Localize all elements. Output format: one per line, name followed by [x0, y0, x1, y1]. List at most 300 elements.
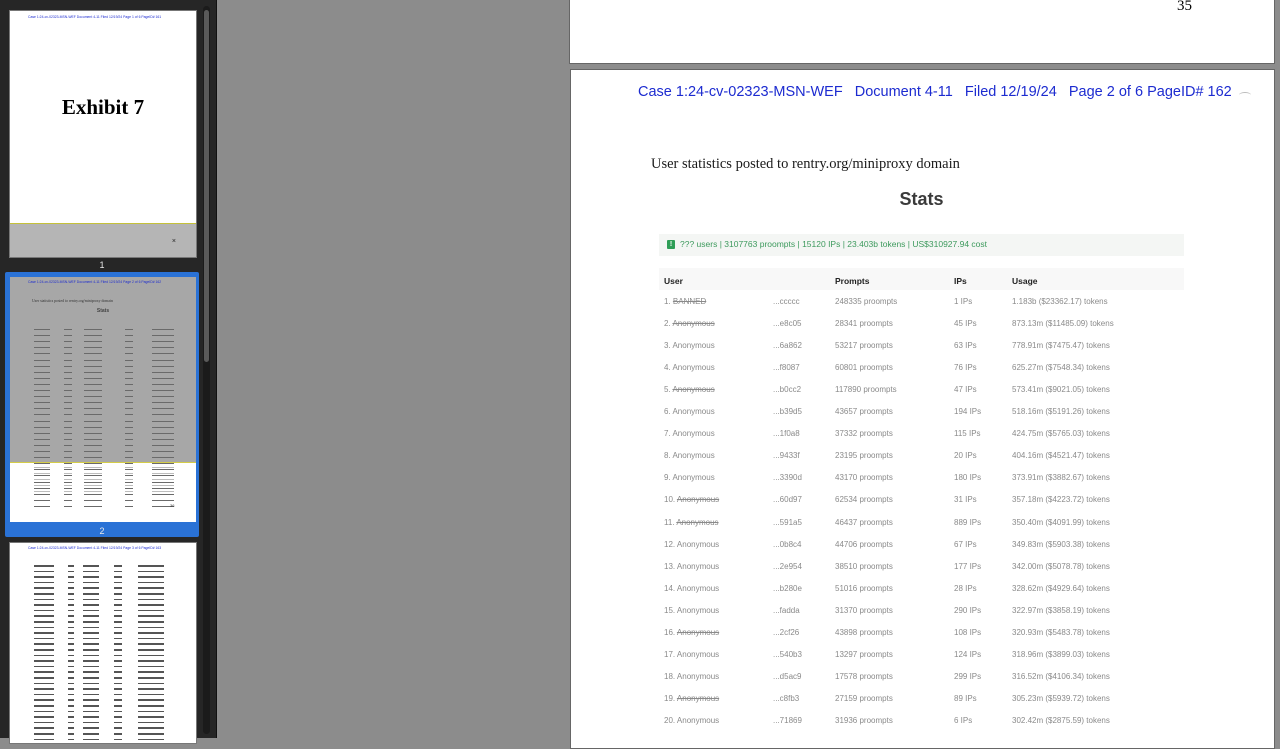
thumbnail-text-line: [64, 396, 72, 397]
ips-cell: 45 IPs: [954, 319, 977, 329]
thumbnail-text-line: [125, 396, 133, 397]
thumbnail-text-line: [34, 655, 54, 657]
thumbnail-text-line: [64, 457, 72, 458]
thumbnail-text-line: [34, 722, 54, 724]
thumbnail-text-line: [83, 705, 99, 707]
thumbnail-text-line: [84, 491, 102, 492]
table-row: [571, 562, 1275, 578]
thumbnail-text-line: [34, 643, 54, 645]
usage-cell: 350.40m ($4091.99) tokens: [1012, 517, 1110, 527]
thumbnail-text-line: [125, 329, 133, 330]
thumbnail-text-line: [152, 360, 174, 361]
column-header-ips: IPs: [954, 276, 967, 286]
table-row: [571, 628, 1275, 644]
thumbnail-text-line: [68, 722, 74, 724]
thumbnail-text-line: [84, 390, 102, 391]
thumbnail-text-line: [125, 445, 133, 446]
thumbnail-text-line: [138, 649, 164, 651]
thumbnail-text-line: [34, 329, 50, 330]
thumbnail-text-line: [34, 621, 54, 623]
thumbnail-text-line: [138, 722, 164, 724]
thumbnail-text-line: [84, 347, 102, 348]
thumbnail-text-line: [34, 699, 54, 701]
close-icon: ×: [171, 238, 176, 245]
thumbnail-text-line: [34, 414, 50, 415]
column-header-prompts: Prompts: [835, 276, 870, 286]
thumbnail-text-line: [34, 439, 50, 440]
thumbnail-text-line: [83, 733, 99, 735]
column-header-user: User: [664, 276, 683, 286]
thumbnail-text-line: [34, 571, 54, 573]
thumbnail-text-line: [34, 604, 54, 606]
thumbnail-text-line: [84, 445, 102, 446]
thumbnail-text-line: [34, 494, 50, 495]
thumbnail-text-line: [64, 353, 72, 354]
thumbnail-text-line: [125, 473, 133, 474]
prompts-cell: 31370 proompts: [835, 605, 893, 615]
table-row: [571, 451, 1275, 467]
thumbnail-text-line: [152, 451, 174, 452]
thumbnail-text-line: [83, 593, 99, 595]
rank: 17.: [664, 649, 676, 659]
thumbnail-text-line: [68, 716, 74, 718]
thumbnail-text-line: [34, 378, 50, 379]
thumbnail-text-line: [83, 739, 99, 741]
thumbnail-text-line: [84, 467, 102, 468]
ips-cell: 6 IPs: [954, 715, 973, 725]
user-hash: ...b280e: [773, 583, 802, 593]
thumbnail-text-line: [64, 473, 72, 474]
thumbnail-text-line: [64, 479, 72, 480]
usage-cell: 1.183b ($23362.17) tokens: [1012, 297, 1108, 306]
thumbnail-text-line: [34, 694, 54, 696]
usage-cell: 404.16m ($4521.47) tokens: [1012, 451, 1110, 461]
thumbnail-text-line: [64, 366, 72, 367]
thumbnail-text-line: [64, 445, 72, 446]
thumbnail-text-line: [125, 500, 133, 501]
prompts-cell: 27159 proompts: [835, 693, 893, 703]
rank: 5.: [664, 385, 671, 395]
thumbnail-text-line: [138, 621, 164, 623]
thumbnail-text-line: [152, 494, 174, 495]
thumbnail-text-line: [138, 683, 164, 685]
prompts-cell: 46437 proompts: [835, 517, 893, 527]
thumbnail-text-line: [34, 457, 50, 458]
thumbnail-text-line: [84, 384, 102, 385]
thumbnail-text-line: [34, 341, 50, 342]
table-row: [571, 584, 1275, 600]
thumbnail-text-line: [114, 716, 122, 718]
thumbnail-text-line: [34, 733, 54, 735]
table-row: [571, 650, 1275, 666]
thumbnail-text-line: [34, 433, 50, 434]
thumbnail-text-line: [125, 384, 133, 385]
thumbnail-text-line: [114, 655, 122, 657]
rank: 6.: [664, 407, 671, 417]
thumbnail-text-line: [114, 722, 122, 724]
thumbnail-text-line: [152, 488, 174, 489]
thumbnail-overlay: [10, 223, 196, 258]
ips-cell: 115 IPs: [954, 429, 981, 439]
thumbnail-text-line: [84, 360, 102, 361]
thumbnail-text-line: [68, 705, 74, 707]
thumbnail-header: Case 1:24-cv-02323-MSN-WEF Document 4-11 Filed 12/19/24 Page 1 of 6 PageID# 161: [28, 15, 162, 19]
thumbnail-text-line: [152, 473, 174, 474]
thumbnail-text-line: [114, 582, 122, 584]
thumbnail-text-line: [34, 396, 50, 397]
thumbnail-text-line: [125, 491, 133, 492]
thumbnail-text-line: [152, 402, 174, 403]
thumbnail-text-line: [34, 627, 54, 629]
thumbnail-text-line: [114, 643, 122, 645]
ips-cell: 290 IPs: [954, 605, 982, 615]
rank: 15.: [664, 605, 676, 615]
user-name: Anonymous: [676, 715, 720, 725]
thumbnail-text-line: [152, 482, 174, 483]
thumbnail-text-line: [138, 733, 164, 735]
usage-cell: 305.23m ($5939.72) tokens: [1012, 693, 1110, 703]
thumbnail-text-line: [34, 582, 54, 584]
thumbnail-text-line: [34, 360, 50, 361]
thumbnail-text-line: [34, 660, 54, 662]
thumbnail-text-line: [34, 485, 50, 486]
sidebar-scrollbar-thumb[interactable]: [204, 10, 209, 362]
usage-cell: 302.42m ($2875.59) tokens: [1012, 715, 1110, 725]
thumbnail-text-line: [64, 384, 72, 385]
user-cell: [664, 341, 715, 350]
thumbnail-text-line: [114, 627, 122, 629]
prompts-cell: 17578 proompts: [835, 671, 893, 681]
thumbnail-text-line: [138, 599, 164, 601]
thumbnail-text-line: [125, 341, 133, 342]
thumbnail-text-line: [83, 671, 99, 673]
thumbnail-text-line: [34, 427, 50, 428]
thumbnail-text-line: [84, 341, 102, 342]
user-hash: ...f8087: [773, 363, 800, 373]
thumbnail-text-line: [68, 593, 74, 595]
thumbnail-text-line: [114, 621, 122, 623]
thumbnail-text-line: [152, 390, 174, 391]
prompts-cell: 31936 proompts: [835, 715, 893, 725]
thumbnail-text-line: [64, 360, 72, 361]
rank: 8.: [664, 451, 671, 461]
user-cell: [664, 473, 715, 482]
ips-cell: 889 IPs: [954, 517, 982, 527]
thumbnail-text-line: [34, 739, 54, 741]
user-name: Anonymous: [672, 341, 715, 351]
thumbnail-text-line: [83, 621, 99, 623]
user-hash: ...fadda: [773, 605, 800, 615]
thumbnail-text-line: [138, 576, 164, 578]
thumbnail-text-line: [138, 615, 164, 617]
thumbnail-text-line: [68, 610, 74, 612]
thumbnail-text-line: [114, 593, 122, 595]
thumbnail-text-line: [68, 699, 74, 701]
thumbnail-text-line: [84, 366, 102, 367]
user-hash: ...71869: [773, 715, 802, 725]
thumbnail-text-line: [152, 427, 174, 428]
usage-cell: 316.52m ($4106.34) tokens: [1012, 671, 1110, 681]
thumbnail-caption: User statistics posted to rentry.org/miniproxy domain: [32, 299, 113, 303]
thumbnail-text-line: [114, 576, 122, 578]
prompts-cell: 43170 proompts: [835, 473, 893, 483]
user-hash: ...b39d5: [773, 407, 802, 417]
table-row: [571, 540, 1275, 556]
user-hash: ...591a5: [773, 517, 802, 527]
thumbnail-text-line: [125, 372, 133, 373]
user-hash: ...60d97: [773, 495, 802, 505]
thumbnail-text-line: [34, 488, 50, 489]
thumbnail-text-line: [64, 372, 72, 373]
thumbnail-text-line: [34, 467, 50, 468]
thumbnail-text-line: [68, 649, 74, 651]
thumbnail-text-line: [114, 649, 122, 651]
thumbnail-text-line: [68, 587, 74, 589]
thumbnail-text-line: [152, 445, 174, 446]
thumbnail-text-line: [83, 627, 99, 629]
thumbnail-text-line: [64, 469, 72, 470]
thumbnail-text-line: [83, 722, 99, 724]
thumbnail-text-line: [152, 341, 174, 342]
rank: 10.: [664, 495, 676, 505]
thumbnail-text-line: [114, 711, 122, 713]
user-name: Anonymous: [672, 363, 715, 373]
thumbnail-text-line: [114, 671, 122, 673]
thumbnail-text-line: [84, 485, 102, 486]
thumbnail-text-line: [138, 587, 164, 589]
thumbnail-text-line: [125, 335, 133, 336]
thumbnail-text-line: [152, 439, 174, 440]
thumbnail-text-line: [68, 683, 74, 685]
thumbnail-text-line: [64, 482, 72, 483]
thumbnail-text-line: [84, 353, 102, 354]
user-name: Anonymous: [676, 517, 719, 527]
thumbnail-text-line: [64, 390, 72, 391]
rank: 7.: [664, 429, 671, 439]
thumbnail-text-line: [84, 473, 102, 474]
thumbnail-text-line: [125, 475, 133, 476]
thumbnail-text-line: [83, 632, 99, 634]
prompts-cell: 23195 proompts: [835, 451, 893, 461]
prompts-cell: 28341 proompts: [835, 319, 893, 329]
user-cell: [664, 451, 715, 460]
thumbnail-text-line: [84, 372, 102, 373]
thumbnail-page-1[interactable]: [9, 10, 197, 258]
previous-page: [569, 0, 1275, 64]
thumbnail-text-line: [83, 643, 99, 645]
table-row: [571, 606, 1275, 622]
thumbnail-text-line: [68, 615, 74, 617]
thumbnail-text-line: [64, 463, 72, 464]
thumbnail-text-line: [152, 457, 174, 458]
thumbnail-text-line: [152, 329, 174, 330]
thumbnail-text-line: [84, 500, 102, 501]
thumbnail-text-line: [84, 427, 102, 428]
thumbnail-text-line: [64, 491, 72, 492]
rank: 1.: [664, 297, 671, 306]
thumbnail-text-line: [68, 666, 74, 668]
usage-cell: 357.18m ($4223.72) tokens: [1012, 495, 1110, 505]
thumbnail-text-line: [125, 433, 133, 434]
rank: 20.: [664, 715, 676, 725]
ips-cell: 180 IPs: [954, 473, 982, 483]
user-name: Anonymous: [676, 649, 720, 659]
thumbnail-text-line: [64, 485, 72, 486]
thumbnail-text-line: [68, 694, 74, 696]
thumbnail-text-line: [34, 688, 54, 690]
user-name: BANNED: [672, 297, 707, 306]
stats-summary-text: ??? users | 3107763 proompts | 15120 IPs | 23.403b tokens | US$310927.94 cost: [680, 239, 988, 249]
table-header-row: [659, 268, 1184, 290]
user-hash: ...e8c05: [773, 319, 802, 329]
thumbnail-text-line: [68, 660, 74, 662]
thumbnail-text-line: [125, 506, 133, 507]
thumbnail-text-line: [64, 475, 72, 476]
thumbnail-text-line: [68, 711, 74, 713]
ips-cell: 28 IPs: [954, 583, 977, 593]
thumbnail-text-line: [34, 649, 54, 651]
thumbnail-text-line: [152, 469, 174, 470]
thumbnail-text-line: [125, 467, 133, 468]
thumbnail-text-line: [68, 739, 74, 741]
user-hash: ...3390d: [773, 473, 802, 483]
usage-cell: 318.96m ($3899.03) tokens: [1012, 649, 1110, 659]
thumbnail-text-line: [64, 408, 72, 409]
thumbnail-text-line: [64, 506, 72, 507]
ips-cell: 67 IPs: [954, 539, 977, 549]
user-name: Anonymous: [676, 605, 720, 615]
thumbnail-text-line: [84, 463, 102, 464]
prompts-cell: 60801 proompts: [835, 363, 893, 373]
thumbnail-text-line: [34, 390, 50, 391]
thumbnail-text-line: [34, 421, 50, 422]
user-cell: [664, 495, 719, 504]
thumbnail-text-line: [138, 660, 164, 662]
user-name: Anonymous: [676, 561, 720, 571]
user-name: Anonymous: [672, 473, 715, 483]
thumbnail-text-line: [68, 576, 74, 578]
thumbnail-text-line: [34, 473, 50, 474]
thumbnail-text-line: [125, 378, 133, 379]
thumbnail-text-line: [125, 421, 133, 422]
thumbnail-text-line: [68, 582, 74, 584]
ips-cell: 47 IPs: [954, 385, 977, 395]
thumbnail-text-line: [34, 353, 50, 354]
thumbnail-text-line: [114, 705, 122, 707]
thumbnail-text-line: [114, 694, 122, 696]
thumbnail-text-line: [114, 683, 122, 685]
column-header-usage: Usage: [1012, 276, 1038, 286]
user-cell: [664, 319, 715, 328]
thumbnail-text-line: [84, 488, 102, 489]
usage-cell: 625.27m ($7548.34) tokens: [1012, 363, 1110, 373]
thumbnail-text-line: [34, 451, 50, 452]
thumbnail-text-line: [152, 408, 174, 409]
thumbnail-text-line: [84, 402, 102, 403]
thumbnail-text-line: [138, 671, 164, 673]
ips-cell: 89 IPs: [954, 693, 977, 703]
user-name: Anonymous: [672, 319, 715, 329]
thumbnail-text-line: [125, 402, 133, 403]
usage-cell: 328.62m ($4929.64) tokens: [1012, 583, 1110, 593]
prompts-cell: 37332 proompts: [835, 429, 893, 439]
user-name: Anonymous: [676, 693, 720, 703]
thumbnail-text-line: [152, 479, 174, 480]
page-number: 35: [1177, 0, 1192, 14]
thumbnail-text-line: [68, 655, 74, 657]
thumbnail-page-3[interactable]: [9, 542, 197, 744]
thumbnail-text-line: [83, 716, 99, 718]
thumbnail-text-line: [125, 451, 133, 452]
rank: 11.: [664, 517, 675, 527]
thumbnail-text-line: [34, 599, 54, 601]
thumbnail-text-line: [84, 396, 102, 397]
thumbnail-text-line: [125, 347, 133, 348]
info-icon: !: [667, 240, 675, 249]
thumbnail-text-line: [125, 427, 133, 428]
user-name: Anonymous: [672, 385, 715, 395]
thumbnail-text-line: [34, 705, 54, 707]
thumbnail-text-line: [152, 384, 174, 385]
thumbnail-text-line: [34, 491, 50, 492]
thumbnail-text-line: [84, 421, 102, 422]
thumbnail-text-line: [84, 457, 102, 458]
usage-cell: 373.91m ($3882.67) tokens: [1012, 473, 1110, 483]
thumbnail-text-line: [152, 421, 174, 422]
thumbnail-text-line: [64, 414, 72, 415]
rank: 19.: [664, 693, 676, 703]
rank: 12.: [664, 539, 676, 549]
thumbnail-text-line: [68, 571, 74, 573]
thumbnail-text-line: [34, 671, 54, 673]
thumbnail-text-line: [34, 366, 50, 367]
thumbnail-text-line: [64, 488, 72, 489]
table-row: [571, 716, 1275, 732]
user-hash: ...6a862: [773, 341, 802, 351]
usage-cell: 424.75m ($5765.03) tokens: [1012, 429, 1110, 439]
thumbnail-text-line: [125, 479, 133, 480]
thumbnail-text-line: [83, 587, 99, 589]
thumbnail-text-line: [125, 390, 133, 391]
prompts-cell: 44706 proompts: [835, 539, 893, 549]
thumbnail-text-line: [83, 615, 99, 617]
thumbnail-text-line: [125, 488, 133, 489]
user-cell: [664, 650, 719, 659]
thumbnail-page-2[interactable]: [9, 276, 197, 523]
thumbnail-text-line: [114, 599, 122, 601]
thumbnail-text-line: [125, 482, 133, 483]
table-row: [571, 341, 1275, 357]
thumbnail-text-line: [83, 666, 99, 668]
prompts-cell: 51016 proompts: [835, 583, 893, 593]
table-row: [571, 694, 1275, 710]
thumbnail-text-line: [138, 582, 164, 584]
prompts-cell: 38510 proompts: [835, 561, 893, 571]
user-hash: ...2cf26: [773, 627, 800, 637]
thumbnail-text-line: [152, 500, 174, 501]
thumbnail-text-line: [84, 335, 102, 336]
thumbnail-text-line: [125, 485, 133, 486]
ips-cell: 20 IPs: [954, 451, 977, 461]
thumbnail-text-line: [34, 469, 50, 470]
thumbnail-text-line: [68, 643, 74, 645]
ips-cell: 124 IPs: [954, 649, 982, 659]
thumbnail-text-line: [114, 632, 122, 634]
thumbnail-text-line: [83, 683, 99, 685]
user-hash: ...0b8c4: [773, 539, 802, 549]
thumbnail-text-line: [34, 475, 50, 476]
ips-cell: 177 IPs: [954, 561, 982, 571]
